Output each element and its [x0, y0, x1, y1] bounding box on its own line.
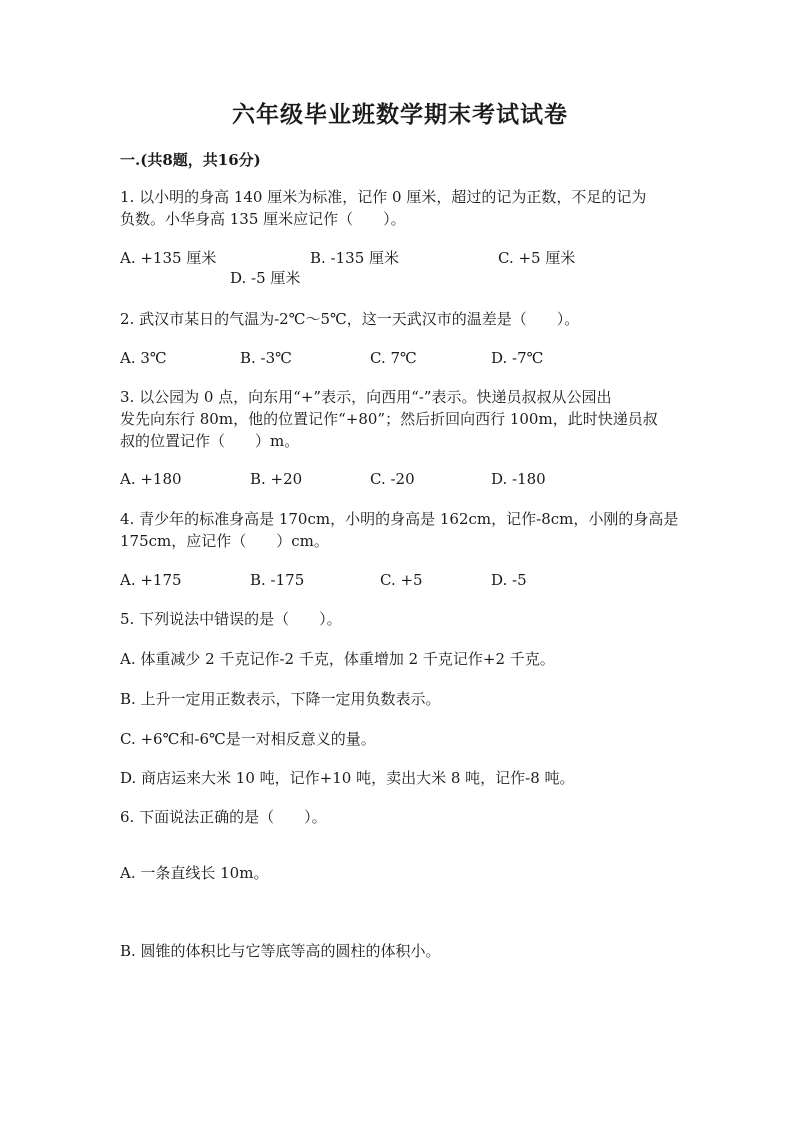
- question-4-stem-line2: 175cm，应记作（ ）cm。: [120, 532, 329, 550]
- question-3-option-a: A. +180: [120, 470, 182, 488]
- question-1-stem: [120, 186, 685, 230]
- question-2-option-d: D. -7℃: [491, 349, 544, 367]
- question-5-option-d: D. 商店运来大米 10 吨，记作+10 吨，卖出大米 8 吨，记作-8 吨。: [120, 769, 575, 787]
- question-6-option-b: B. 圆锥的体积比与它等底等高的圆柱的体积小。: [120, 942, 441, 960]
- question-4-stem: [120, 508, 685, 552]
- question-3-stem: [120, 386, 685, 452]
- question-6-option-a: A. 一条直线长 10m。: [120, 864, 269, 882]
- question-3-option-b: B. +20: [250, 470, 303, 488]
- question-6-stem-line1: 6. 下面说法正确的是（ ）。: [120, 808, 327, 826]
- question-2-option-c: C. 7℃: [370, 349, 417, 367]
- question-5-option-a: A. 体重减少 2 千克记作-2 千克，体重增加 2 千克记作+2 千克。: [120, 650, 555, 668]
- question-2-stem-line1: 2. 武汉市某日的气温为-2℃～5℃，这一天武汉市的温差是（ ）。: [120, 310, 580, 328]
- question-1-option-b: B. -135 厘米: [310, 249, 400, 267]
- exam-title: 六年级毕业班数学期末考试试卷: [232, 101, 568, 128]
- question-2-option-a: A. 3℃: [120, 349, 167, 367]
- question-3-stem-line3: 叔的位置记作（ ）m。: [120, 432, 300, 450]
- question-2-option-b: B. -3℃: [240, 349, 292, 367]
- question-1-stem-line2: 负数。小华身高 135 厘米应记作（ ）。: [120, 210, 406, 228]
- question-3-stem-line2: 发先向东行 80m，他的位置记作“+80”；然后折回向西行 100m，此时快递员叔: [120, 410, 658, 428]
- question-5-option-b: B. 上升一定用正数表示，下降一定用负数表示。: [120, 690, 441, 708]
- question-5-option-c: C. +6℃和-6℃是一对相反意义的量。: [120, 730, 376, 748]
- question-6-stem: [120, 806, 685, 828]
- question-4-option-b: B. -175: [250, 571, 305, 589]
- question-2-stem: [120, 308, 685, 330]
- question-4-option-a: A. +175: [120, 571, 182, 589]
- question-1-option-c: C. +5 厘米: [498, 249, 576, 267]
- question-1-option-d: D. -5 厘米: [230, 269, 301, 287]
- question-1-stem-line1: 1. 以小明的身高 140 厘米为标准，记作 0 厘米，超过的记为正数，不足的记为: [120, 188, 647, 206]
- question-4-stem-line1: 4. 青少年的标准身高是 170cm，小明的身高是 162cm，记作-8cm，小刚的身高是: [120, 510, 679, 528]
- question-3-stem-line1: 3. 以公园为 0 点，向东用“+”表示，向西用“-”表示。快递员叔叔从公园出: [120, 388, 612, 406]
- question-3-option-c: C. -20: [370, 470, 415, 488]
- question-5-stem-line1: 5. 下列说法中错误的是（ ）。: [120, 610, 342, 628]
- question-4-option-d: D. -5: [491, 571, 527, 589]
- question-3-option-d: D. -180: [491, 470, 546, 488]
- question-4-option-c: C. +5: [380, 571, 423, 589]
- question-1-option-a: A. +135 厘米: [120, 249, 217, 267]
- question-5-stem: [120, 608, 685, 630]
- section-heading: 一.(共8题，共16分): [120, 151, 261, 169]
